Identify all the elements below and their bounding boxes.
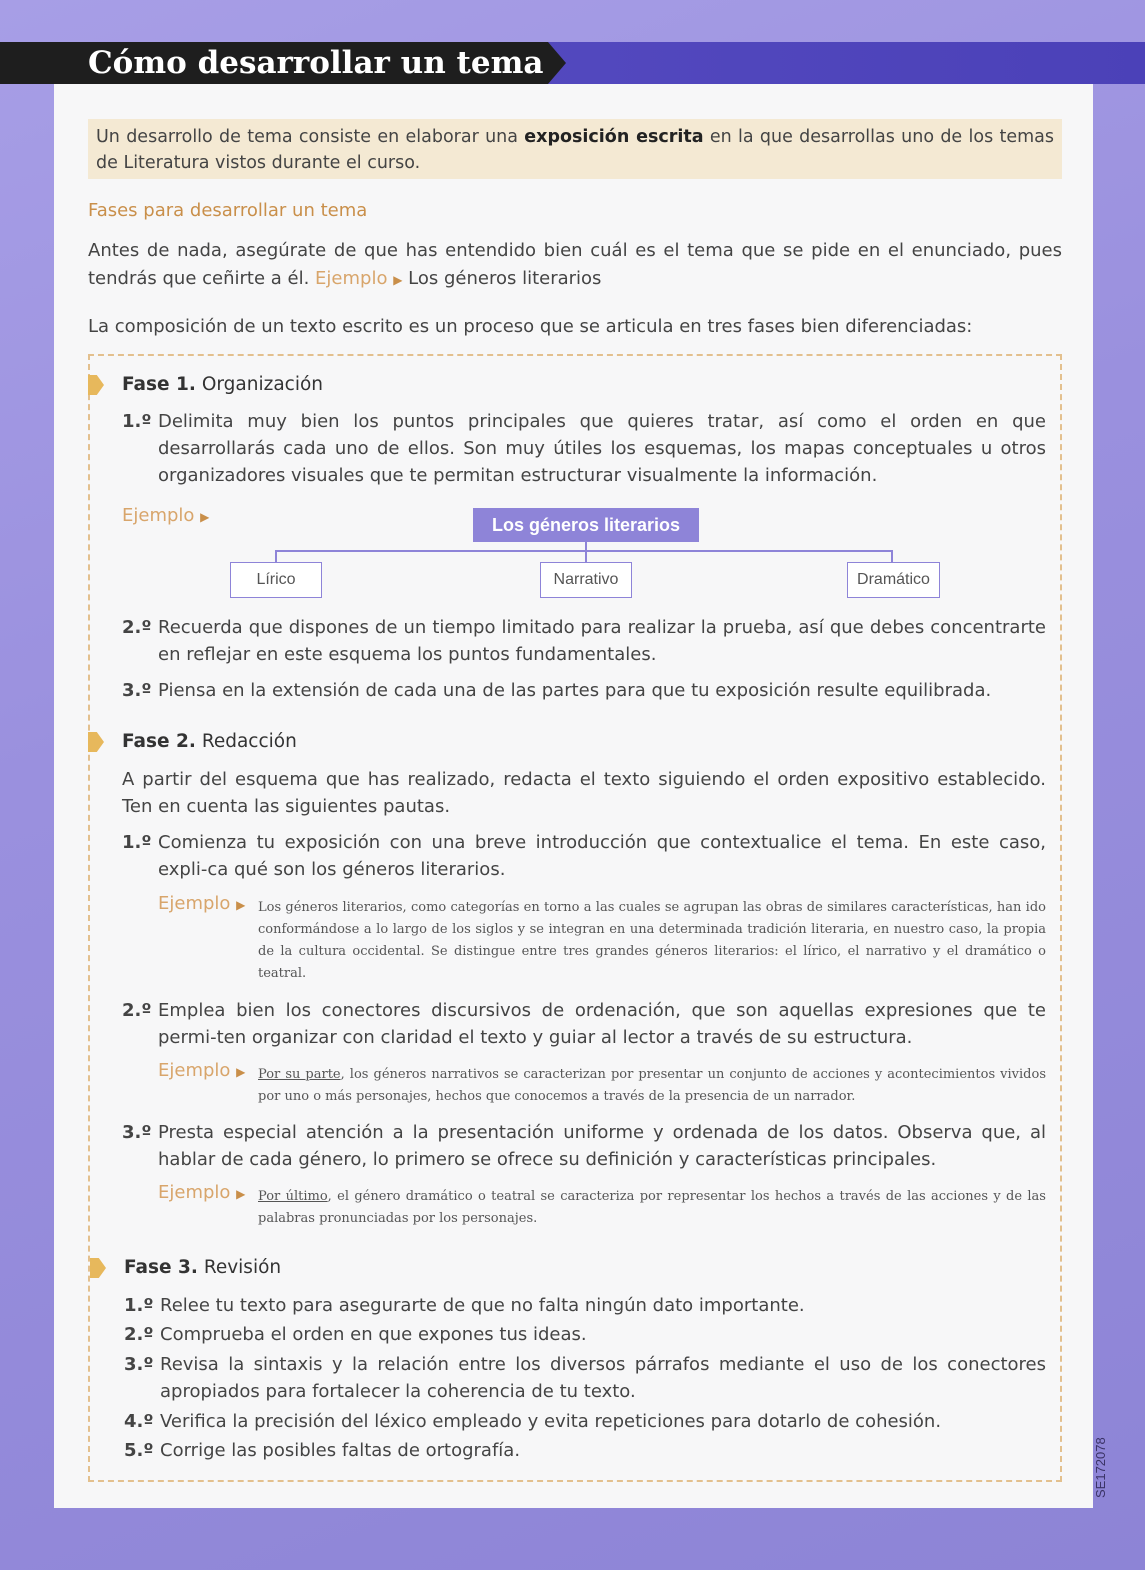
diagram-connector — [275, 550, 277, 562]
item-number: 2.º — [122, 1000, 152, 1021]
item-number: 3.º — [122, 680, 152, 701]
diagram-root: Los géneros literarios — [473, 508, 699, 542]
intro-text-before: Un desarrollo de tema consiste en elaborar una — [96, 127, 525, 147]
intro-box — [88, 119, 1062, 179]
example-label-diagram — [122, 505, 209, 526]
triangle-icon: ▶ — [393, 273, 403, 287]
fase-1-item-1 — [122, 408, 1046, 489]
fase-3-item-2 — [124, 1321, 1046, 1348]
side-code-text: SE172078 — [1093, 1437, 1108, 1498]
page-title: Cómo desarrollar un tema — [88, 45, 544, 81]
fase-2-heading — [122, 731, 297, 752]
fase-3-name: Revisión — [197, 1257, 282, 1278]
fase-3-label: Fase 3. — [124, 1257, 198, 1278]
fase-1-name: Organización — [195, 374, 324, 395]
item-text: Delimita muy bien los puntos principales que quieres tratar, así como el orden en que desarrollarás cada uno de ellos. Son muy útiles los esquemas, los mapas conceptuales u otros organizadores visuales que te permitan estructurar visualmente la información. — [158, 411, 1046, 486]
example-text-1: Los géneros literarios, como categorías en torno a las cuales se agrupan las obras de similares características, han ido conformándose a lo largo de los siglos y se integran en una determinada tradición literaria, en nuestro caso, la propia de la cultura occidental. Se distingue entre tres grandes géneros literarios: el lírico, el narrativo y el dramático o teatral. — [258, 900, 1046, 981]
fase-3-item-3 — [124, 1351, 1046, 1405]
item-number: 1.º — [124, 1295, 154, 1316]
fase-2-intro: A partir del esquema que has realizado, redacta el texto siguiendo el orden expositivo establecido. Ten en cuenta las siguientes pautas. — [122, 769, 1046, 817]
item-text: Comprueba el orden en que expones tus ideas. — [160, 1324, 587, 1345]
item-number: 5.º — [124, 1440, 154, 1461]
item-number: 2.º — [122, 617, 152, 638]
item-number: 3.º — [122, 1122, 152, 1143]
item-text: Presta especial atención a la presentación uniforme y ordenada de los datos. Observa que, al hablar de cada género, lo primero se ofrece su definición y características principales. — [158, 1122, 1046, 1170]
item-number: 2.º — [124, 1324, 154, 1345]
diagram-connector — [891, 550, 893, 562]
fase-3-item-1 — [124, 1292, 1046, 1319]
item-text: Relee tu texto para asegurarte de que no falta ningún dato importante. — [160, 1295, 805, 1316]
fase-2-name: Redacción — [195, 731, 297, 752]
section-heading: Fases para desarrollar un tema — [88, 200, 368, 221]
example-rest: , el género dramático o teatral se caracteriza por representar los hechos a través de las acciones y de las palabras pronunciadas por los personajes. — [258, 1189, 1046, 1226]
diagram-connector — [275, 550, 893, 552]
fase-2-item-2 — [122, 997, 1046, 1051]
fase-2-label: Fase 2. — [122, 731, 196, 752]
fase-2-item-3 — [122, 1119, 1046, 1173]
item-text: Verifica la precisión del léxico empleado y evita repeticiones para dotarlo de cohesión. — [160, 1411, 942, 1432]
fase-3-item-5 — [124, 1437, 1046, 1464]
item-text: Revisa la sintaxis y la relación entre los diversos párrafos mediante el uso de los conectores apropiados para fortalecer la coherencia de tu texto. — [160, 1354, 1046, 1402]
item-text: Piensa en la extensión de cada una de las partes para que tu exposición resulte equilibrada. — [158, 680, 992, 701]
side-code — [1093, 1436, 1113, 1512]
connector-underlined: Por su parte — [258, 1067, 341, 1082]
triangle-icon: ▶ — [236, 1065, 246, 1079]
fase-3-item-4 — [124, 1408, 1046, 1435]
example-text-2 — [258, 1064, 1046, 1108]
example-text: Los géneros literarios — [402, 268, 602, 289]
intro-text-after: en la que desarrollas uno de los temas de Literatura vistos durante el curso. — [96, 127, 1054, 173]
fase-1-item-2 — [122, 614, 1046, 668]
triangle-icon: ▶ — [236, 1187, 246, 1201]
example-rest: , los géneros narrativos se caracterizan por presentar un conjunto de acciones y acontecimientos vividos por uno o más personajes, hechos que conocemos a través de la presencia de un narrador. — [258, 1067, 1047, 1104]
example-label-1 — [158, 893, 245, 914]
item-number: 1.º — [122, 411, 152, 432]
item-text: Emplea bien los conectores discursivos de ordenación, que son aquellas expresiones que te permi-ten organizar con claridad el texto y guiar al lector a través de su estructura. — [158, 1000, 1046, 1048]
item-number: 3.º — [124, 1354, 154, 1375]
example-label-text: Ejemplo — [158, 1060, 231, 1081]
diagram-node-narrativo: Narrativo — [540, 562, 632, 598]
paragraph-1 — [88, 237, 1062, 294]
fase-1-label: Fase 1. — [122, 374, 196, 395]
item-text: Corrige las posibles faltas de ortografía. — [160, 1440, 521, 1461]
title-arrow — [548, 42, 566, 84]
fase-2-item-1 — [122, 829, 1046, 883]
fase-3-heading — [124, 1257, 281, 1278]
paragraph-1-text: Antes de nada, asegúrate de que has entendido bien cuál es el tema que se pide en el enunciado, pues tendrás que ceñirte a él. — [88, 240, 1062, 289]
paragraph-2: La composición de un texto escrito es un proceso que se articula en tres fases bien diferenciadas: — [88, 316, 973, 337]
item-number: 1.º — [122, 832, 152, 853]
item-text: Recuerda que dispones de un tiempo limitado para realizar la prueba, así que debes concentrarte en reflejar en este esquema los puntos fundamentales. — [158, 617, 1046, 665]
example-label-text: Ejemplo — [158, 893, 231, 914]
fase-1-item-3 — [122, 677, 1046, 704]
diagram-connector — [585, 550, 587, 562]
intro-bold: exposición escrita — [524, 127, 704, 147]
triangle-icon: ▶ — [236, 898, 246, 912]
example-label-text: Ejemplo — [122, 505, 195, 526]
diagram-node-lirico: Lírico — [230, 562, 322, 598]
example-text-3 — [258, 1186, 1046, 1230]
connector-underlined: Por último — [258, 1189, 328, 1204]
item-number: 4.º — [124, 1411, 154, 1432]
example-label-text: Ejemplo — [158, 1182, 231, 1203]
example-label: Ejemplo — [315, 268, 388, 289]
example-label-3 — [158, 1182, 245, 1203]
example-label-2 — [158, 1060, 245, 1081]
triangle-icon: ▶ — [200, 510, 210, 524]
diagram-node-dramatico: Dramático — [847, 562, 940, 598]
item-text: Comienza tu exposición con una breve introducción que contextualice el tema. En este caso, expli-ca qué son los géneros literarios. — [158, 832, 1046, 880]
fase-1-heading — [122, 374, 323, 395]
